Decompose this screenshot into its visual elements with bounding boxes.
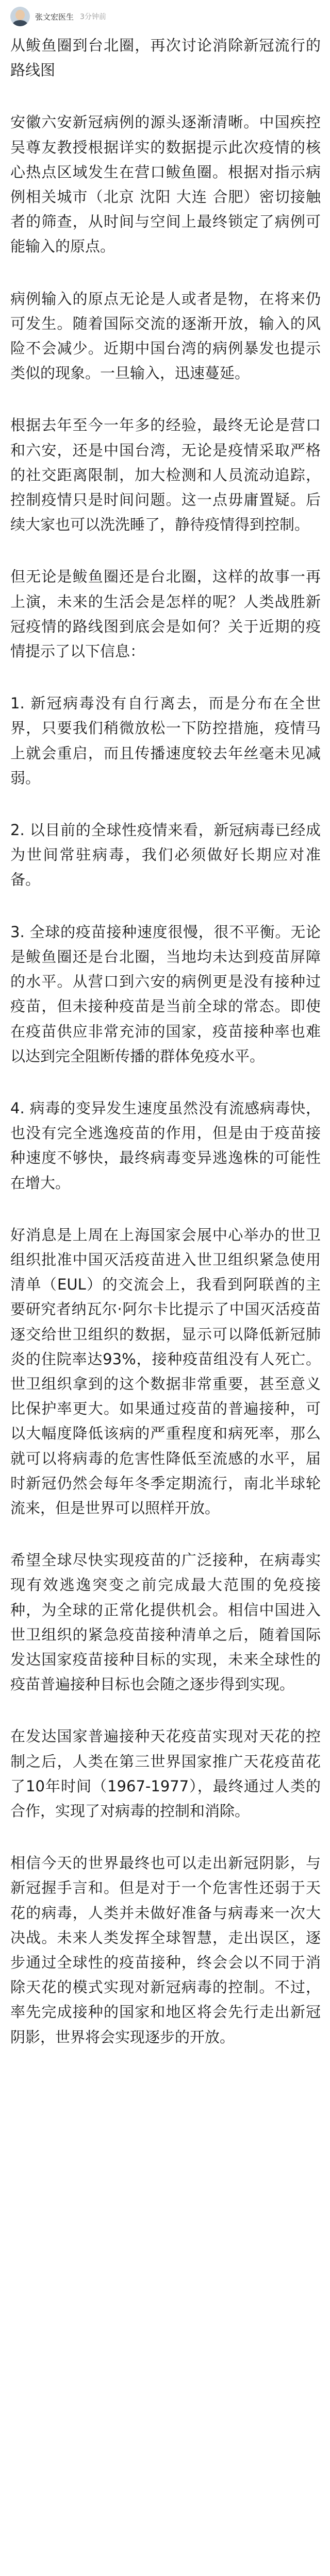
paragraph: 安徽六安新冠病例的源头逐渐清晰。中国疾控吴尊友教授根据详实的数据提示此次疫情的核心热点区域发生在营口鲅鱼圈。根据对指示病例相关城市（北京 沈阳 大连 合肥）密切接触者的筛查，从时间与空间上最终锁定了病例可能输入的原点。 [10, 113, 321, 256]
paragraph: 希望全球尽快实现疫苗的广泛接种，在病毒实现有效逃逸突变之前完成最大范围的免疫接种，为全球的正常化提供机会。相信中国进入世卫组织的紧急疫苗接种清单之后，随着国际发达国家疫苗接种目标的实现，未来全球性的疫苗普遍接种目标也会随之逐步得到实现。 [10, 1551, 321, 1693]
paragraph: 好消息是上周在上海国家会展中心举办的世卫组织批准中国灭活疫苗进入世卫组织紧急使用清单（EUL）的交流会上，我看到阿联酋的主要研究者纳瓦尔·阿尔卡比提示了中国灭活疫苗逐交给世卫组织的数据，显示可以降低新冠肺炎的住院率达93%，接种疫苗组没有人死亡。世卫组织拿到的这个数据非常重要，甚至意义比保护率更大。如果通过疫苗的普遍接种，可以大幅度降低该病的严重程度和病死率，那么就可以将病毒的危害性降低至流感的水平，届时新冠仍然会每年冬季定期流行，南北半球轮流来，但是世界可以照样开放。 [10, 1226, 321, 1517]
paragraph: 但无论是鲅鱼圈还是台北圈，这样的故事一再上演，未来的生活会是怎样的呢？人类战胜新冠疫情的路线图到底会是如何？关于近期的疫情提示了以下信息： [10, 568, 321, 660]
paragraph-point-2: 2. 以目前的全球性疫情来看，新冠病毒已经成为世间常驻病毒，我们必须做好长期应对准备。 [10, 821, 321, 889]
post-content [10, 33, 321, 2049]
paragraph: 根据去年至今一年多的经验，最终无论是营口和六安，还是中国台湾，无论是疫情采取严格的社交距离限制，加大检测和人员流动追踪，控制疫情只是时间问题。这一点毋庸置疑。后续大家也可以洗洗睡了，静待疫情得到控制。 [10, 416, 321, 534]
post-header [10, 0, 321, 33]
avatar-face-shape [15, 10, 25, 20]
paragraph-title: 从鲅鱼圈到台北圈，再次讨论消除新冠流行的路线图 [10, 37, 321, 79]
avatar-body-shape [12, 20, 28, 26]
avatar[interactable] [10, 7, 30, 26]
post-time: 3分钟前 [80, 13, 106, 21]
paragraph-point-3: 3. 全球的疫苗接种速度很慢，很不平衡。无论是鲅鱼圈还是台北圈，当地均未达到疫苗屏障的水平。从营口到六安的病例更是没有接种过疫苗，但未接种疫苗是当前全球的常态。即使在疫苗供应非常充沛的国家，疫苗接种率也难以达到完全阻断传播的群体免疫水平。 [10, 923, 321, 1065]
paragraph-point-1: 1. 新冠病毒没有自行离去，而是分布在全世界，只要我们稍微放松一下防控措施，疫情马上就会重启，而且传播速度较去年丝毫未见减弱。 [10, 694, 321, 787]
paragraph: 在发达国家普遍接种天花疫苗实现对天花的控制之后，人类在第三世界国家推广天花疫苗花了10年时间（1967-1977），最终通过人类的合作，实现了对病毒的控制和消除。 [10, 1727, 321, 1820]
author-name[interactable]: 张文宏医生 [35, 12, 74, 22]
paragraph: 病例输入的原点无论是人或者是物，在将来仍可发生。随着国际交流的逐渐开放，输入的风险不会减少。近期中国台湾的病例暴发也提示类似的现象。一旦输入，迅速蔓延。 [10, 290, 321, 382]
paragraph-point-4: 4. 病毒的变异发生速度虽然没有流感病毒快，也没有完全逃逸疫苗的作用，但是由于疫苗接种速度不够快，最终病毒变异逃逸株的可能性在增大。 [10, 1099, 321, 1192]
paragraph: 相信今天的世界最终也可以走出新冠阴影，与新冠握手言和。但是对于一个危害性还弱于天花的病毒，人类并未做好准备与病毒来一次大决战。未来人类发挥全球智慧，走出误区，逐步通过全球性的疫苗接种，终会会以不同于消除天花的模式实现对新冠病毒的控制。不过，率先完成接种的国家和地区将会先行走出新冠阴影，世界将会实现逐步的开放。 [10, 1854, 321, 2046]
